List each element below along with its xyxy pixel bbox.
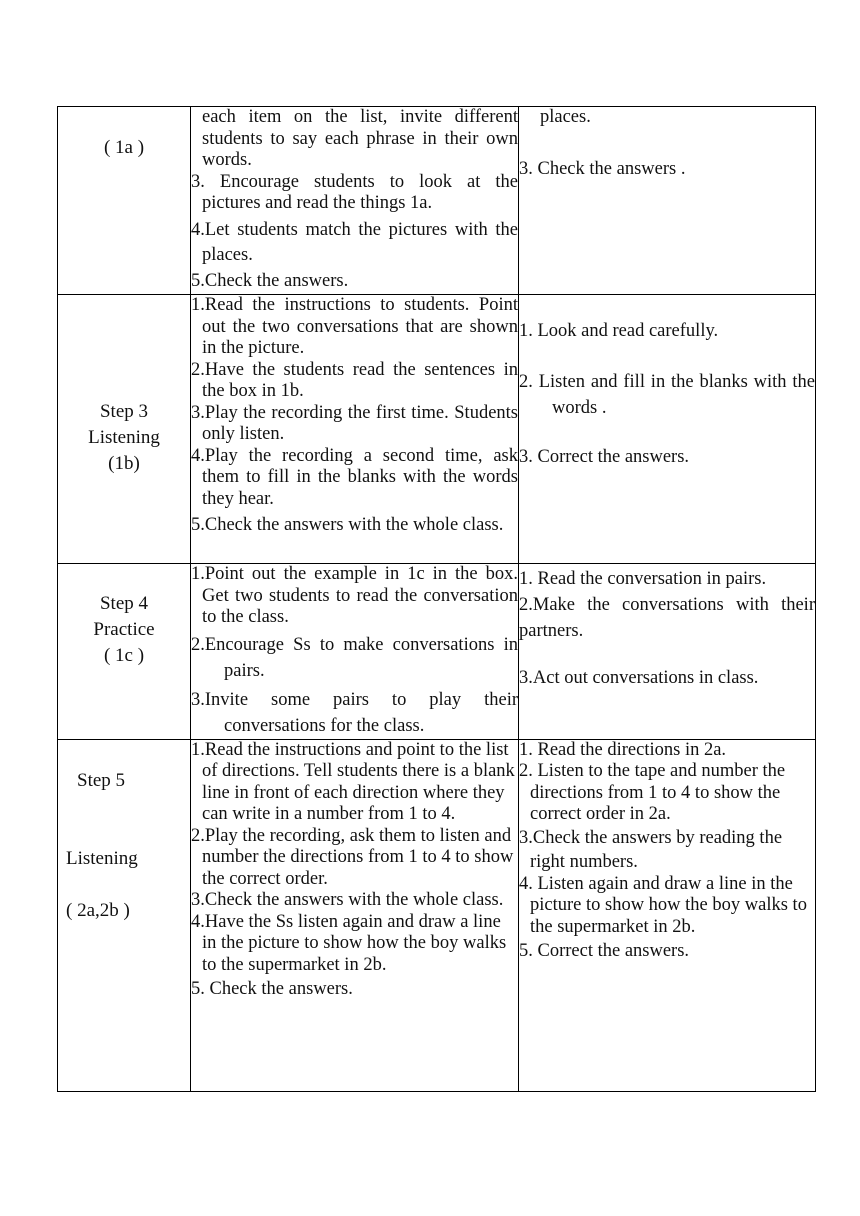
stage-label: Step 5 bbox=[77, 769, 126, 791]
student-step: 1. Read the directions in 2a. bbox=[519, 739, 727, 760]
teacher-step: 3. Encourage students to look at the pictures and read the things 1a. bbox=[191, 171, 518, 213]
teacher-step: 2.Play the recording, ask them to listen and number the directions from 1 to 4 to show the correct order. bbox=[191, 825, 514, 889]
teacher-step: 2.Encourage Ss to make conversations in pairs. bbox=[191, 634, 518, 681]
student-activity-cell bbox=[519, 107, 816, 295]
student-step: 3.Check the answers by reading the right numbers. bbox=[519, 827, 783, 872]
stage-label: ( 1c ) bbox=[103, 645, 145, 666]
student-step: places. bbox=[540, 107, 591, 127]
stage-label: ( 2a,2b ) bbox=[66, 899, 130, 921]
stage-cell bbox=[58, 564, 191, 740]
student-step: 3. Correct the answers. bbox=[519, 446, 690, 467]
teacher-step: each item on the list, invite different students to say each phrase in their own words. bbox=[202, 107, 518, 170]
stage-cell bbox=[58, 295, 191, 564]
teacher-activity-cell bbox=[191, 295, 519, 564]
teacher-step: 3.Play the recording the first time. Students only listen. bbox=[191, 402, 518, 444]
teacher-step: 4.Let students match the pictures with the places. bbox=[191, 219, 518, 265]
stage-label: Listening bbox=[88, 427, 160, 448]
stage-label: Step 3 bbox=[99, 401, 149, 422]
teacher-step: 5.Check the answers with the whole class. bbox=[191, 515, 504, 535]
stage-label: Step 4 bbox=[99, 593, 149, 614]
table-row bbox=[58, 739, 816, 1091]
teacher-step: 1.Point out the example in 1c in the box. Get two students to read the conversation to the class. bbox=[191, 564, 518, 627]
teacher-step: 1.Read the instructions to students. Point out the two conversations that are shown in the picture. bbox=[191, 295, 518, 358]
teacher-step: 1.Read the instructions and point to the list of directions. Tell students there is a blank line in front of each direction where they can write in a number from 1 to 4. bbox=[191, 739, 515, 824]
teacher-step: 4.Play the recording a second time, ask them to fill in the blanks with the words they hear. bbox=[191, 445, 518, 509]
table-row bbox=[58, 107, 816, 295]
student-step: 5. Correct the answers. bbox=[519, 941, 690, 961]
student-step: 2.Make the conversations with their partners. bbox=[519, 595, 815, 641]
teacher-step: 3.Check the answers with the whole class. bbox=[191, 890, 504, 910]
stage-label: Practice bbox=[93, 619, 155, 640]
teacher-activity-cell bbox=[191, 564, 519, 740]
teacher-activity-cell bbox=[191, 739, 519, 1091]
stage-label: (1b) bbox=[108, 453, 140, 474]
teacher-activity-cell bbox=[191, 107, 519, 295]
teacher-step: 2.Have the students read the sentences in the box in 1b. bbox=[191, 359, 518, 401]
student-activity-cell bbox=[519, 295, 816, 564]
student-step: 3. Check the answers . bbox=[519, 158, 686, 179]
stage-label: ( 1a ) bbox=[103, 137, 145, 158]
student-step: 2. Listen to the tape and number the directions from 1 to 4 to show the correct order in 2a. bbox=[519, 761, 786, 824]
student-activity-cell bbox=[519, 564, 816, 740]
stage-cell bbox=[58, 739, 191, 1091]
stage-label: Listening bbox=[66, 847, 138, 869]
teacher-step: 5.Check the answers. bbox=[191, 270, 349, 291]
table-row bbox=[58, 295, 816, 564]
student-step: 2. Listen and fill in the blanks with the words . bbox=[519, 371, 815, 418]
student-step: 4. Listen again and draw a line in the picture to show how the boy walks to the supermarket in 2b. bbox=[519, 873, 807, 937]
teacher-step: 3.Invite some pairs to play their conversations for the class. bbox=[191, 689, 518, 736]
student-step: 1. Look and read carefully. bbox=[519, 321, 719, 341]
student-step: 3.Act out conversations in class. bbox=[519, 668, 759, 688]
stage-cell bbox=[58, 107, 191, 295]
teacher-step: 5. Check the answers. bbox=[191, 979, 353, 999]
teacher-step: 4.Have the Ss listen again and draw a line in the picture to show how the boy walks to the supermarket in 2b. bbox=[191, 911, 507, 975]
lesson-plan-table bbox=[57, 106, 816, 1092]
table-row bbox=[58, 564, 816, 740]
student-step: 1. Read the conversation in pairs. bbox=[519, 569, 767, 589]
student-activity-cell bbox=[519, 739, 816, 1091]
